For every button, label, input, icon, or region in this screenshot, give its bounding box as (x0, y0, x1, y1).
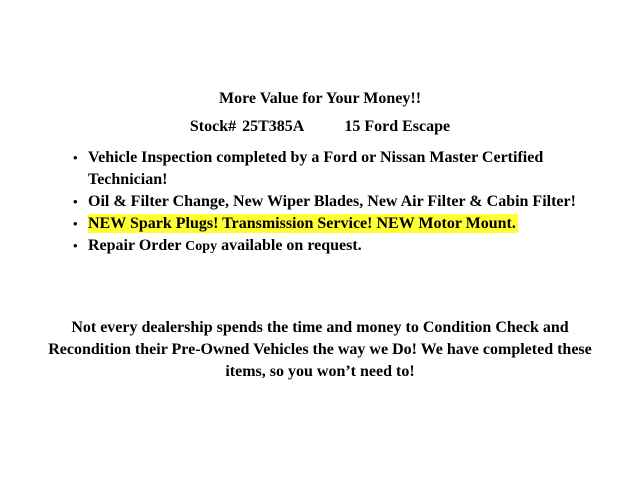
list-item-text: Vehicle Inspection completed by a Ford or Nissan Master Certified Technician! (88, 149, 544, 188)
list-item-text-small: Copy (185, 239, 218, 254)
list-item-oil-change (72, 191, 592, 213)
stock-label: Stock# (189, 118, 237, 135)
headline-text: More Value for Your Money!! (218, 90, 422, 107)
list-item-repair-order (72, 235, 592, 258)
bullet-icon: • (73, 194, 78, 209)
bullet-icon: • (73, 150, 78, 165)
stock-number: 25T385A (242, 118, 305, 135)
bullet-icon: • (73, 216, 78, 231)
highlighted-list-item-text: NEW Spark Plugs! Transmission Service! NEW Motor Mount. (88, 215, 516, 232)
list-item-inspection (72, 147, 592, 191)
closing-text: Not every dealership spends the time and money to Condition Check and Recondition their Pre-Owned Vehicles the way we Do! We have completed these items, so you won’t need to! (48, 319, 592, 380)
list-item-text-before: Repair Order (88, 237, 182, 254)
vehicle-name: 15 Ford Escape (344, 118, 451, 135)
closing-paragraph (40, 317, 600, 383)
headline (0, 89, 640, 109)
list-item-text: Oil & Filter Change, New Wiper Blades, New Air Filter & Cabin Filter! (88, 193, 576, 210)
list-item-text-after: available on request. (221, 237, 362, 254)
stock-line (0, 117, 640, 137)
bullet-icon: • (73, 238, 78, 253)
list-item-spark-plugs (72, 213, 592, 235)
service-list (72, 147, 592, 258)
